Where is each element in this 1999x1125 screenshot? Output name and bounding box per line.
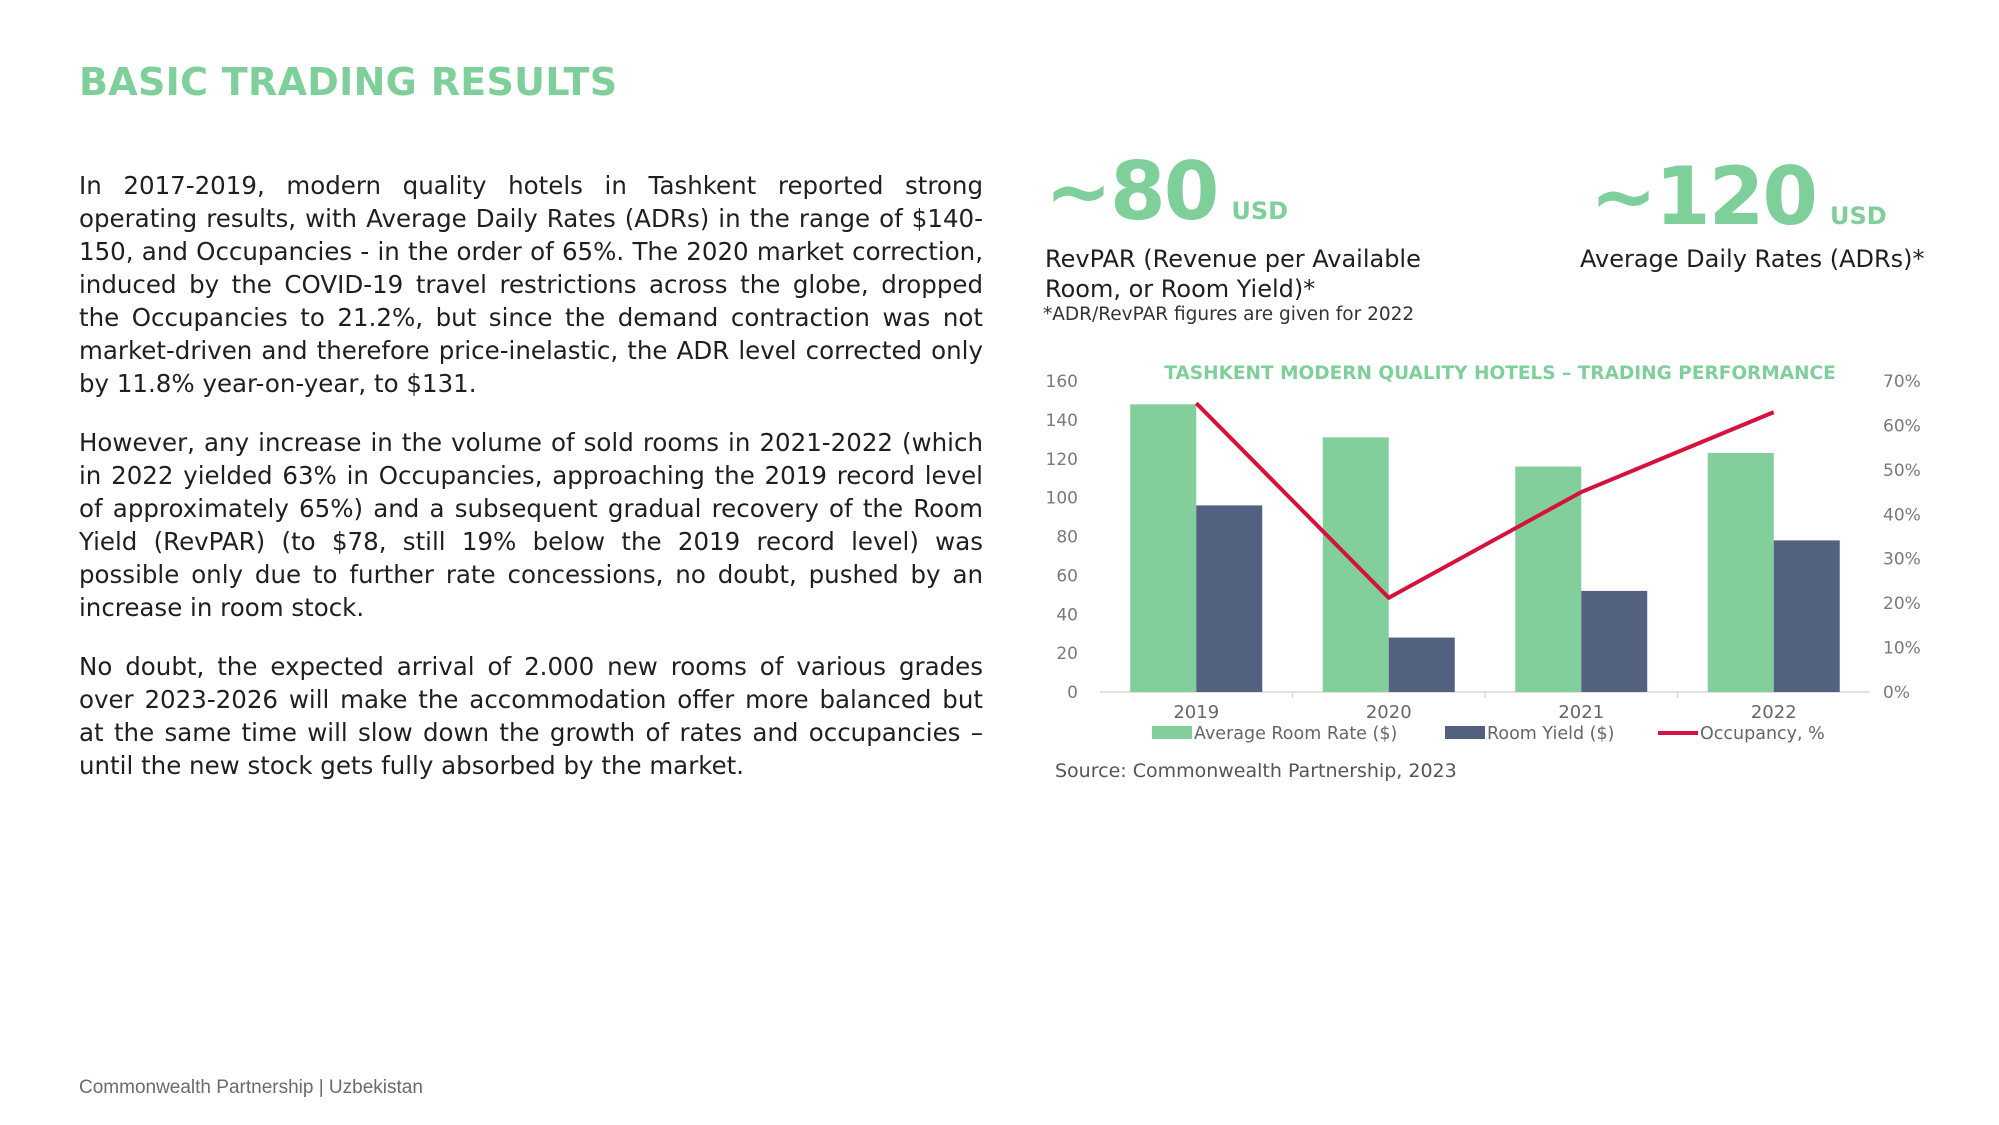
x-tick-label: 2019: [1173, 702, 1220, 723]
chart-title: TASHKENT MODERN QUALITY HOTELS – TRADING PERFORMANCE: [1164, 363, 1836, 384]
kpi-adr-unit: USD: [1830, 202, 1887, 230]
kpi-footnote: *ADR/RevPAR figures are given for 2022: [1043, 304, 1415, 325]
chart-source: Source: Commonwealth Partnership, 2023: [1055, 760, 1457, 782]
footer: Commonwealth Partnership | Uzbekistan: [79, 1077, 423, 1098]
legend-label-room-yield: Room Yield ($): [1487, 724, 1615, 744]
x-tick-label: 2021: [1558, 702, 1605, 723]
x-tick-label: 2022: [1750, 702, 1797, 723]
paragraph-3: No doubt, the expected arrival of 2.000 new rooms of various grades over 2023-2026 will make the accommodation offer more balanced but at the same time will slow down the growth of rates and occupancies – until the new stock gets fully absorbed by the market.: [79, 652, 983, 780]
kpi-revpar-value: ~80: [1045, 145, 1218, 238]
line-occupancy: [1196, 403, 1774, 598]
y-right-tick-label: 50%: [1883, 460, 1921, 481]
y-right-tick-label: 30%: [1883, 549, 1921, 570]
kpi-adr-value: ~120: [1590, 150, 1817, 243]
y-left-tick-label: 160: [1045, 372, 1078, 392]
kpi-revpar-label-1: RevPAR (Revenue per Available: [1045, 245, 1421, 273]
y-right-tick-label: 60%: [1883, 416, 1921, 437]
kpi-revpar-label-2: Room, or Room Yield)*: [1045, 275, 1316, 303]
bar-average-room-rate: [1708, 453, 1774, 692]
legend-swatch-room-yield: [1445, 726, 1485, 739]
y-left-tick-label: 120: [1045, 449, 1078, 470]
bar-room-yield: [1389, 638, 1455, 692]
y-right-tick-label: 10%: [1883, 638, 1921, 659]
y-right-tick-label: 70%: [1883, 372, 1921, 392]
y-left-tick-label: 100: [1045, 488, 1078, 509]
bar-average-room-rate: [1515, 467, 1581, 692]
y-left-tick-label: 140: [1045, 410, 1078, 431]
legend-swatch-average-room-rate: [1152, 726, 1192, 739]
bar-room-yield: [1196, 505, 1262, 692]
kpi-revpar: [1045, 145, 1421, 304]
body-text: [79, 169, 983, 808]
legend-label-average-room-rate: Average Room Rate ($): [1194, 724, 1398, 744]
y-right-tick-label: 0%: [1883, 683, 1910, 703]
page-title: BASIC TRADING RESULTS: [79, 60, 618, 104]
paragraph-1: In 2017-2019, modern quality hotels in Tashkent reported strong operating results, with Average Daily Rates (ADRs) in the range of $140-150, and Occupancies - in the order of 65%. The 2020 market correction, induced by the COVID-19 travel restrictions across the globe, dropped the Occupancies to 21.2%, but since the demand contraction was not market-driven and therefore price-inelastic, the ADR level corrected only by 11.8% year-on-year, to $131.: [79, 171, 983, 398]
y-left-tick-label: 0: [1067, 683, 1078, 703]
bar-average-room-rate: [1130, 404, 1196, 692]
kpi-adr: [1580, 150, 1925, 274]
y-left-tick-label: 80: [1056, 527, 1078, 548]
kpi-adr-label: Average Daily Rates (ADRs)*: [1580, 245, 1925, 273]
bar-room-yield: [1774, 540, 1840, 692]
trading-performance-chart: [1040, 355, 1950, 765]
y-right-tick-label: 40%: [1883, 505, 1921, 526]
kpi-revpar-unit: USD: [1231, 197, 1289, 225]
y-left-tick-label: 60: [1056, 566, 1078, 587]
y-left-tick-label: 40: [1056, 605, 1078, 626]
y-right-tick-label: 20%: [1883, 594, 1921, 615]
bar-room-yield: [1581, 591, 1647, 692]
paragraph-2: However, any increase in the volume of sold rooms in 2021-2022 (which in 2022 yielded 63% in Occupancies, approaching the 2019 record level of approximately 65%) and a subsequent gradual recovery of the Room Yield (RevPAR) (to $78, still 19% below the 2019 record level) was possible only due to further rate concessions, no doubt, pushed by an increase in room stock.: [79, 428, 983, 622]
legend-label-occupancy: Occupancy, %: [1700, 724, 1825, 744]
x-tick-label: 2020: [1365, 702, 1412, 723]
y-left-tick-label: 20: [1056, 644, 1078, 665]
